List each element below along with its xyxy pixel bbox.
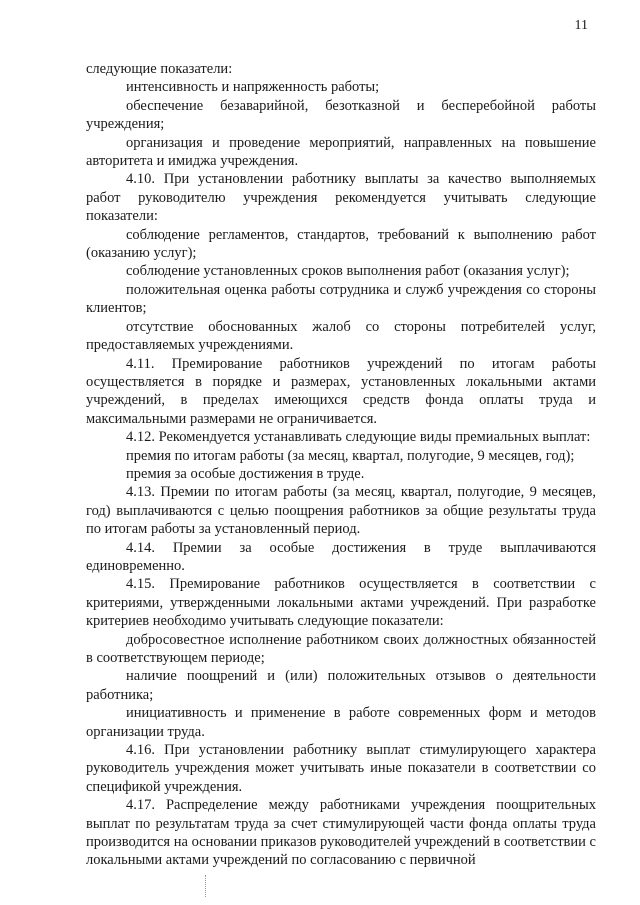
paragraph: организация и проведение мероприятий, направленных на повышение авторитета и имиджа учреждения. xyxy=(86,134,596,170)
paragraph: соблюдение регламентов, стандартов, требований к выполнению работ (оказанию услуг); xyxy=(86,226,596,262)
paragraph: интенсивность и напряженность работы; xyxy=(126,79,380,96)
paragraph: наличие поощрений и (или) положительных отзывов о деятельности работника; xyxy=(86,668,596,703)
paragraph: 4.11. Премирование работников учреждений по итогам работы осуществляется в порядке и размерах, установленных локальными актами учреждений, в пределах имеющихся средств фонда оплаты труда и максимальными размерами не ограничивается. xyxy=(86,355,596,427)
paragraph: 4.10. При установлении работнику выплаты за качество выполняемых работ руководителю учреждения рекомендуется учитывать следующие показатели: xyxy=(86,171,596,225)
scan-artifact xyxy=(205,875,207,897)
paragraph: 4.12. Рекомендуется устанавливать следующие виды премиальных выплат: xyxy=(126,429,591,446)
paragraph: 4.17. Распределение между работниками учреждения поощрительных выплат по результатам труда за счет стимулирующей части фонда оплаты труда производится на основании приказов руководителей учреждений в соответствии с локальными актами учреждений по согласованию с первичной xyxy=(86,797,596,869)
page-number: 11 xyxy=(574,18,588,33)
paragraph: обеспечение безаварийной, безотказной и бесперебойной работы учреждения; xyxy=(86,97,596,133)
paragraph: 4.15. Премирование работников осуществляется в соответствии с критериями, утвержденными локальными актами учреждений. При разработке критериев необходимо учитывать следующие показатели: xyxy=(86,576,596,630)
document-body xyxy=(86,60,596,870)
paragraph: 4.13. Премии по итогам работы (за месяц, квартал, полугодие, 9 месяцев, год) выплачиваются с целью поощрения работников за общие результаты труда по итогам работы за установленный период. xyxy=(86,484,596,538)
paragraph: 4.16. При установлении работнику выплат стимулирующего характера руководитель учреждения может учитывать иные показатели в соответствии со спецификой учреждения. xyxy=(86,742,596,795)
paragraph: отсутствие обоснованных жалоб со стороны потребителей услуг, предоставляемых учреждениями. xyxy=(86,318,596,354)
paragraph: следующие показатели: xyxy=(86,61,233,77)
paragraph: премия за особые достижения в труде. xyxy=(126,465,365,482)
paragraph: премия по итогам работы (за месяц, квартал, полугодие, 9 месяцев, год); xyxy=(126,447,575,464)
paragraph: соблюдение установленных сроков выполнения работ (оказания услуг); xyxy=(126,263,570,280)
paragraph: положительная оценка работы сотрудника и служб учреждения со стороны клиентов; xyxy=(86,281,596,317)
paragraph: 4.14. Премии за особые достижения в труде выплачиваются единовременно. xyxy=(86,539,596,574)
paragraph: добросовестное исполнение работником своих должностных обязанностей в соответствующем периоде; xyxy=(86,631,596,666)
paragraph: инициативность и применение в работе современных форм и методов организации труда. xyxy=(86,705,596,740)
